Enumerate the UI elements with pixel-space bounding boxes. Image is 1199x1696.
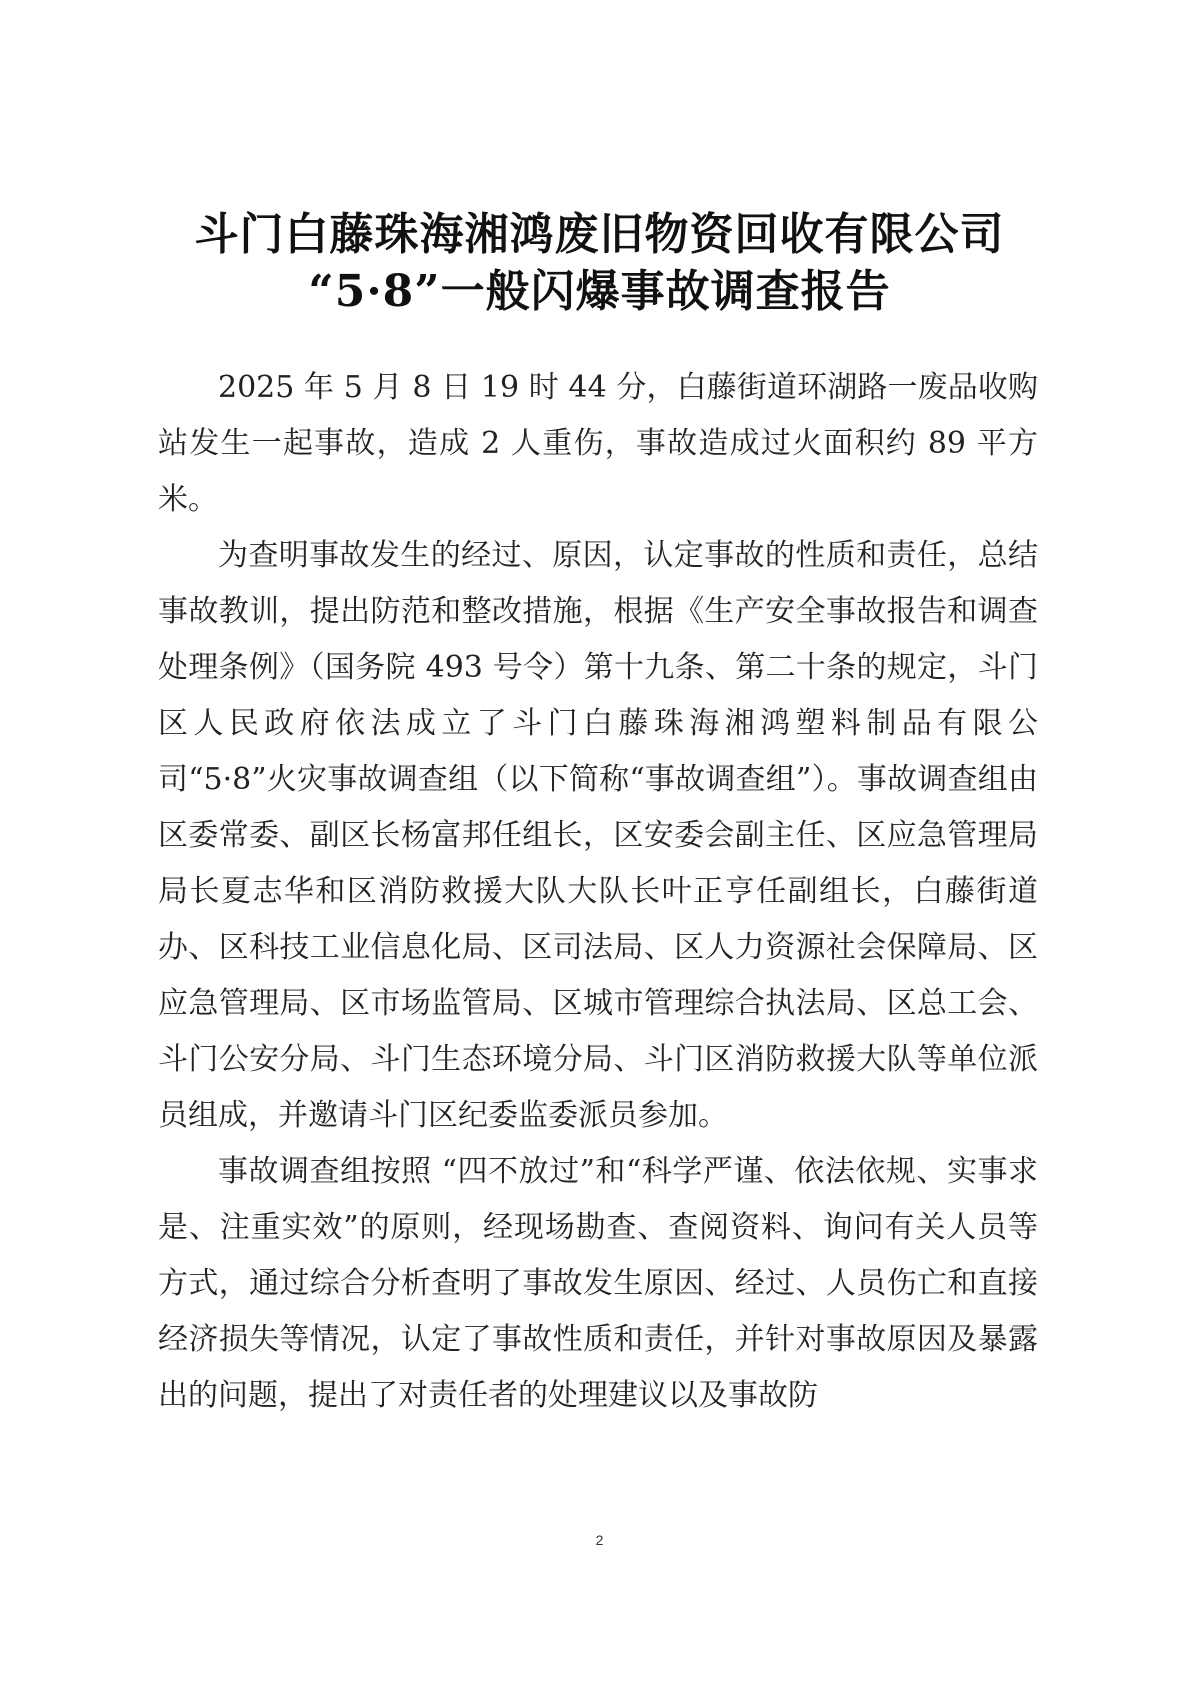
paragraph-investigation-team: 为查明事故发生的经过、原因，认定事故的性质和责任，总结事故教训，提出防范和整改措施，根据《生产安全事故报告和调查处理条例》（国务院 493 号令）第十九条、第二十条的规定，斗门区人民政府依法成立了斗门白藤珠海湘鸿塑料制品有限公司“5·8”火灾事故调查组（以下简称“事故调查组”）。事故调查组由区委常委、副区长杨富邦任组长，区安委会副主任、区应急管理局局长夏志华和区消防救援大队大队长叶正亨任副组长，白藤街道办、区科技工业信息化局、区司法局、区人力资源社会保障局、区应急管理局、区市场监管局、区城市管理综合执法局、区总工会、斗门公安分局、斗门生态环境分局、斗门区消防救援大队等单位派员组成，并邀请斗门区纪委监委派员参加。 bbox=[158, 538, 1038, 1133]
report-title-line-2: “5·8”一般闪爆事故调查报告 bbox=[308, 266, 891, 317]
paragraph-investigation-principles: 事故调查组按照 “四不放过”和“科学严谨、依法依规、实事求是、注重实效”的原则，经现场勘查、查阅资料、询问有关人员等方式，通过综合分析查明了事故发生原因、经过、人员伤亡和直接经济损失等情况，认定了事故性质和责任，并针对事故原因及暴露出的问题，提出了对责任者的处理建议以及事故防 bbox=[158, 1154, 1038, 1413]
report-title-line-1: 斗门白藤珠海湘鸿废旧物资回收有限公司 bbox=[194, 209, 1005, 260]
report-body bbox=[158, 360, 1038, 1424]
page-number: 2 bbox=[595, 1532, 604, 1548]
paragraph-accident-summary: 2025 年 5 月 8 日 19 时 44 分，白藤街道环湖路一废品收购站发生一起事故，造成 2 人重伤，事故造成过火面积约 89 平方米。 bbox=[158, 370, 1038, 517]
